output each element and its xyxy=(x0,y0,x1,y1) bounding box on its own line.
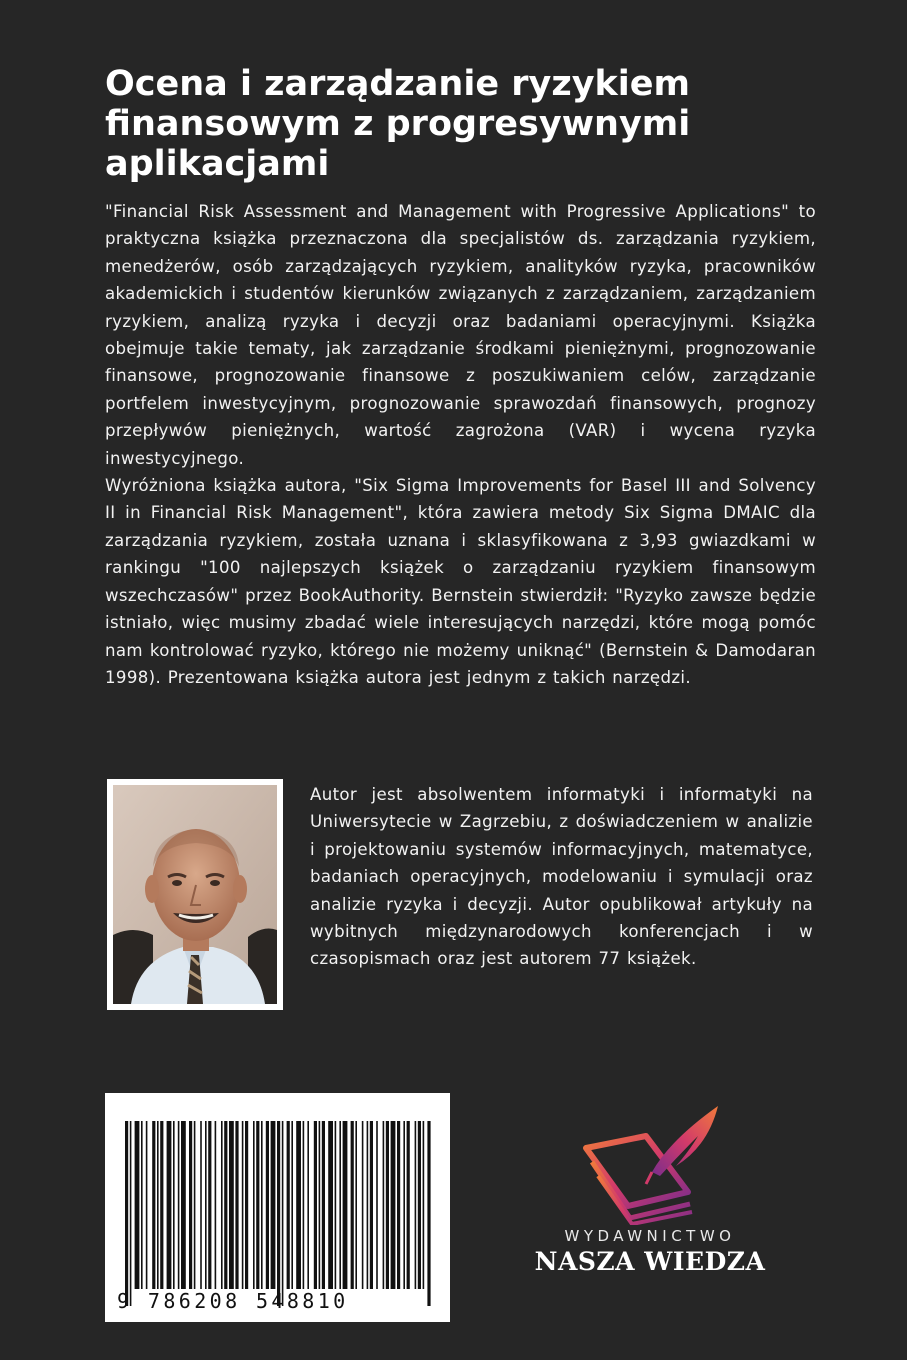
barcode-bar xyxy=(427,1121,430,1306)
barcode-bar xyxy=(271,1121,276,1289)
barcode-bar xyxy=(242,1121,244,1289)
barcode-bar xyxy=(229,1121,234,1289)
barcode-bar xyxy=(130,1121,132,1306)
book-description xyxy=(105,198,816,691)
barcode-bar xyxy=(167,1121,172,1289)
barcode-bar xyxy=(328,1121,333,1289)
barcode-bar xyxy=(386,1121,389,1289)
barcode-bar xyxy=(208,1121,211,1289)
barcode-bar xyxy=(376,1121,378,1289)
barcode-bar xyxy=(418,1121,421,1289)
barcode-bar xyxy=(253,1121,255,1289)
barcode-bar xyxy=(146,1121,148,1289)
barcode-bar xyxy=(383,1121,385,1289)
barcode-bar xyxy=(307,1121,309,1289)
barcode-bar xyxy=(343,1121,348,1289)
barcode-bar xyxy=(261,1121,263,1289)
barcode-bar xyxy=(178,1121,180,1289)
barcode-bar xyxy=(296,1121,301,1289)
barcode-bar xyxy=(181,1121,186,1289)
isbn-digits: 9 786208 548810 xyxy=(117,1289,349,1313)
publisher-label-small: WYDAWNICTWO xyxy=(564,1227,736,1245)
author-bio: Autor jest absolwentem informatyki i informatyki na Uniwersytecie w Zagrzebiu, z doświadczeniem w analizie i projektowaniu systemów informacyjnych, matematyce, badaniach operacyjnych, modelowaniu i symulacji oraz analizie ryzyka i decyzji. Autor opublikował artykuły na wybitnych międzynarodowych konferencjach i w czasopismach oraz jest autorem 77 książek. xyxy=(310,785,813,969)
barcode-bar xyxy=(235,1121,238,1289)
barcode-bar xyxy=(245,1121,248,1289)
barcode-bar xyxy=(319,1121,321,1289)
description-paragraph-2: Wyróżniona książka autora, "Six Sigma Improvements for Basel III and Solvency II in Financial Risk Management", która zawiera metody Six Sigma DMAIC dla zarządzania ryzykiem, została uznana i sklasyfikowana z 3,93 gwiazdkami w rankingu "100 najlepszych książek o zarządzaniu ryzykiem finansowym wszechczasów" przez BookAuthority. Bernstein stwierdził: "Ryzyko zawsze będzie istniało, więc musimy zbadać wiele interesujących narzędzi, które mogą pomóc nam kontrolować ryzyko, którego nie możemy uniknąć" (Bernstein & Damodaran 1998). Prezentowana książka autora jest jednym z takich narzędzi. xyxy=(105,476,816,687)
barcode-bar xyxy=(339,1121,341,1289)
description-paragraph-1: "Financial Risk Assessment and Management with Progressive Applications" to praktyczna książka przeznaczona dla specjalistów ds. zarządzania ryzykiem, menedżerów, osób zarządzających ryzykiem, analityków ryzyka, pracowników akademickich i studentów kierunków związanych z zarządzaniem, zarządzaniem ryzykiem, analizą ryzyka i decyzji oraz badaniami operacyjnymi. Książka obejmuje takie tematy, jak zarządzanie środkami pieniężnymi, prognozowanie finansowe, prognozowanie finansowe z poszukiwaniem celów, zarządzanie portfelem inwestycyjnym, prognozowanie sprawozdań finansowych, prognozy przepływów pieniężnych, wartość zagrożona (VAR) i wycena ryzyka inwestycyjnego. xyxy=(105,202,816,468)
barcode-bar xyxy=(303,1121,305,1289)
barcode-bar xyxy=(362,1121,364,1289)
barcode-bar xyxy=(287,1121,290,1289)
barcode-bar xyxy=(335,1121,337,1289)
barcode xyxy=(105,1093,450,1322)
barcode-bar xyxy=(189,1121,192,1289)
barcode-bar xyxy=(135,1121,140,1289)
barcode-bar xyxy=(291,1121,293,1289)
barcode-bar xyxy=(215,1121,217,1289)
barcode-bar xyxy=(256,1121,259,1289)
barcode-bar xyxy=(157,1121,159,1289)
barcode-bar xyxy=(322,1121,325,1289)
barcode-bar xyxy=(194,1121,196,1289)
barcode-bar xyxy=(224,1121,227,1289)
publisher-name: NASZA WIEDZA xyxy=(534,1247,766,1276)
barcode-bar xyxy=(277,1121,280,1306)
barcode-bar xyxy=(282,1121,284,1306)
barcode-bar xyxy=(351,1121,354,1289)
barcode-bar xyxy=(266,1121,269,1289)
author-photo xyxy=(113,785,277,1004)
barcode-bar xyxy=(152,1121,155,1289)
barcode-bar xyxy=(391,1121,396,1289)
book-with-quill-icon xyxy=(580,1100,725,1225)
barcode-bar xyxy=(221,1121,223,1289)
barcode-bar xyxy=(205,1121,207,1289)
barcode-bar xyxy=(403,1121,405,1289)
barcode-bar xyxy=(397,1121,400,1289)
barcode-bar xyxy=(355,1121,357,1289)
barcode-bar xyxy=(141,1121,143,1289)
book-title: Ocena i zarządzanie ryzykiem finansowym z progresywnymi aplikacjami xyxy=(105,64,691,184)
barcode-bar xyxy=(314,1121,317,1289)
publisher-logo xyxy=(530,1100,770,1290)
barcode-bar xyxy=(200,1121,202,1289)
barcode-bars xyxy=(105,1093,450,1322)
barcode-bar xyxy=(160,1121,163,1289)
barcode-bar xyxy=(367,1121,369,1289)
barcode-bar xyxy=(125,1121,128,1306)
barcode-bar xyxy=(173,1121,175,1289)
author-photo-frame xyxy=(107,779,283,1010)
barcode-bar xyxy=(370,1121,373,1289)
barcode-bar xyxy=(407,1121,410,1289)
barcode-bar xyxy=(415,1121,417,1289)
barcode-bar xyxy=(423,1121,425,1289)
